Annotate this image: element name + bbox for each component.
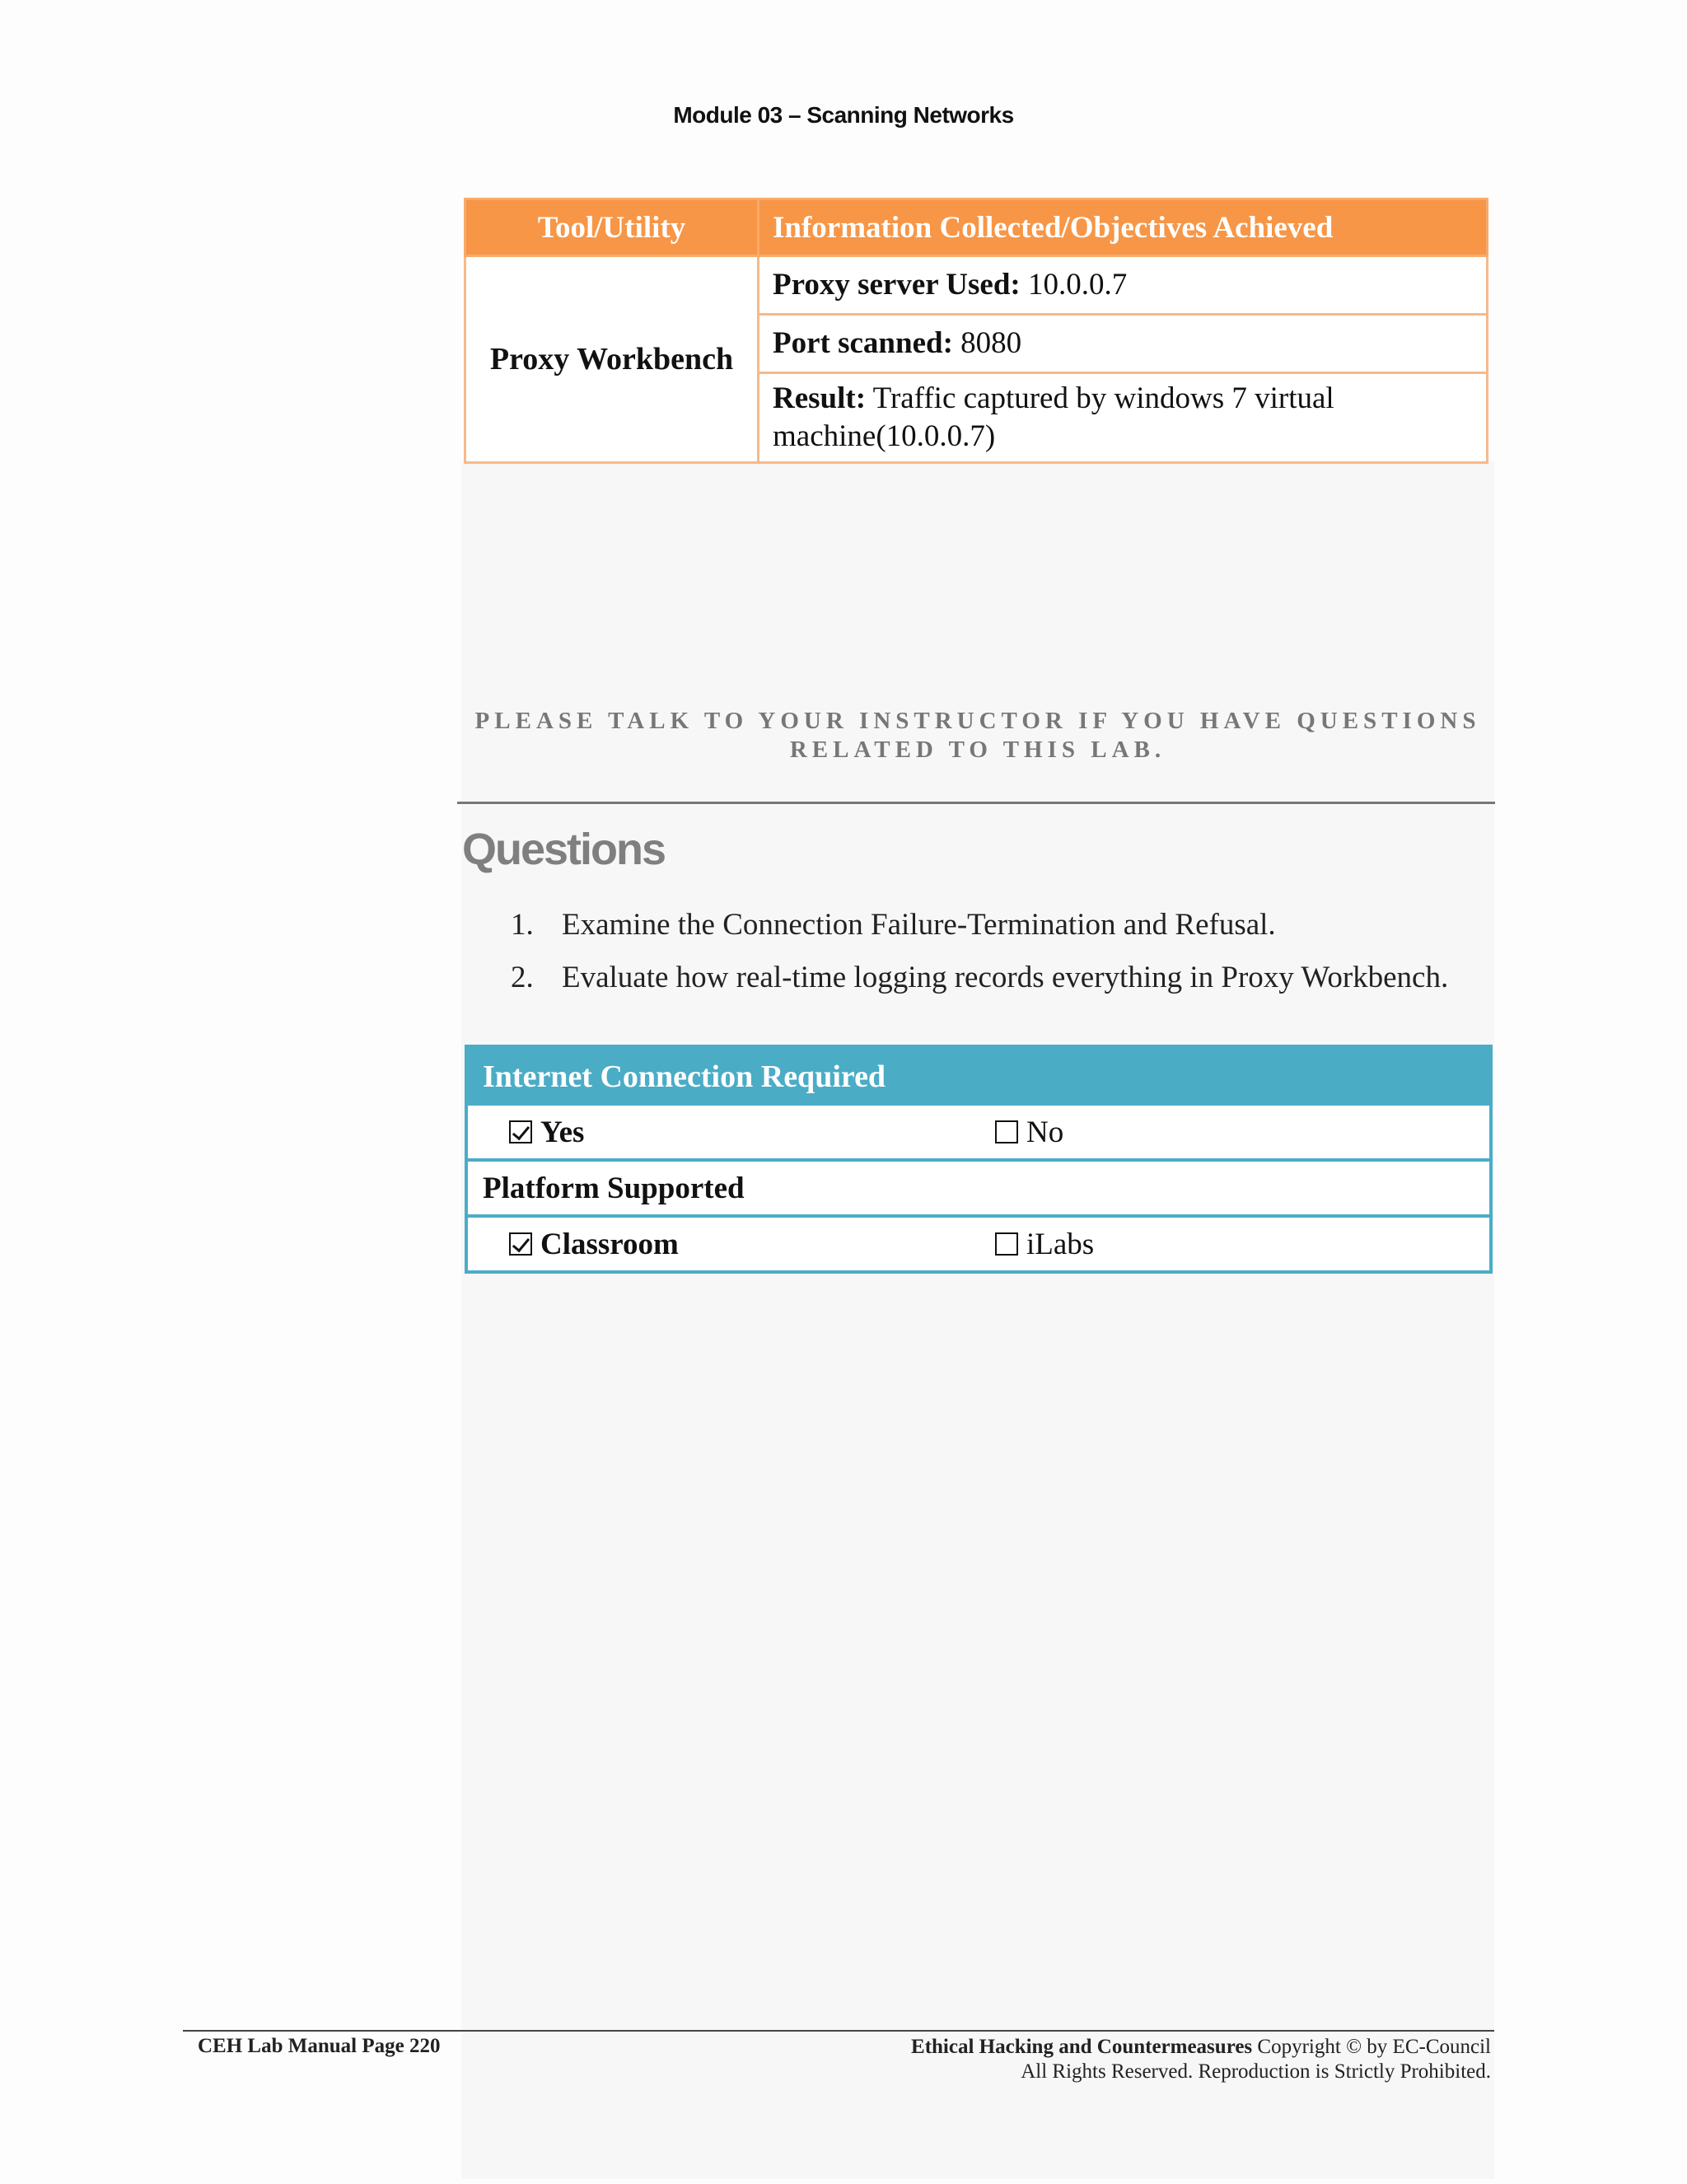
checked-checkbox-icon[interactable] [509, 1232, 532, 1256]
requirements-box [465, 1045, 1493, 1274]
info-label: Proxy server Used: [773, 268, 1021, 302]
footer-rights-line: All Rights Reserved. Reproduction is Strictly Prohibited. [1021, 2060, 1491, 2083]
instructor-note-line-1: PLEASE TALK TO YOUR INSTRUCTOR IF YOU HAVE QUESTIONS [474, 708, 1481, 734]
footer-copyright-text: Copyright © by EC-Council [1252, 2036, 1491, 2058]
footer-course-name: Ethical Hacking and Countermeasures [911, 2036, 1253, 2058]
results-table [464, 198, 1488, 464]
unchecked-checkbox-icon[interactable] [995, 1232, 1018, 1256]
results-header-row [465, 199, 1488, 256]
internet-yes-option[interactable] [468, 1115, 995, 1150]
section-divider [457, 802, 1495, 804]
internet-yes-label: Yes [540, 1115, 585, 1149]
platform-classroom-option[interactable] [468, 1227, 995, 1262]
platform-ilabs-label: iLabs [1026, 1227, 1095, 1261]
question-number: 1. [511, 907, 534, 942]
platform-classroom-label: Classroom [540, 1227, 679, 1261]
page-header-title: Module 03 – Scanning Networks [673, 102, 1014, 128]
table-row [465, 256, 1488, 315]
platform-heading-row [468, 1158, 1489, 1214]
platform-options-row [468, 1214, 1489, 1270]
tool-column-header: Tool/Utility [465, 199, 759, 256]
questions-heading: Questions [462, 825, 666, 874]
info-value: 10.0.0.7 [1027, 268, 1128, 302]
instructor-note-line-2: RELATED TO THIS LAB. [789, 737, 1166, 763]
info-label: Port scanned: [773, 326, 953, 360]
list-item [511, 898, 1483, 951]
internet-no-label: No [1026, 1115, 1064, 1149]
question-number: 2. [511, 960, 534, 994]
info-cell [759, 315, 1488, 373]
internet-required-heading: Internet Connection Required [468, 1048, 1489, 1106]
info-cell [759, 373, 1488, 463]
questions-list [511, 898, 1483, 1003]
checked-checkbox-icon[interactable] [509, 1120, 532, 1143]
footer-divider [183, 2030, 1494, 2032]
internet-options-row [468, 1106, 1489, 1158]
info-value: 8080 [960, 326, 1022, 360]
info-label: Result: [773, 381, 867, 415]
platform-ilabs-option[interactable] [995, 1227, 1094, 1262]
tool-name-cell: Proxy Workbench [465, 256, 759, 463]
footer-copyright [911, 2035, 1491, 2084]
question-text: Evaluate how real-time logging records everything in Proxy Workbench. [562, 960, 1449, 994]
footer-page-label: CEH Lab Manual Page 220 [198, 2035, 441, 2057]
instructor-note [461, 707, 1494, 765]
list-item [511, 951, 1483, 1003]
platform-supported-heading: Platform Supported [483, 1171, 745, 1205]
info-value: Traffic captured by windows 7 virtual machine(10.0.0.7) [773, 381, 1334, 453]
footer-copyright-line-1 [911, 2035, 1491, 2060]
info-column-header: Information Collected/Objectives Achieved [759, 199, 1488, 256]
internet-no-option[interactable] [995, 1115, 1063, 1150]
unchecked-checkbox-icon[interactable] [995, 1120, 1018, 1143]
info-cell [759, 256, 1488, 315]
question-text: Examine the Connection Failure-Termination and Refusal. [562, 907, 1276, 942]
